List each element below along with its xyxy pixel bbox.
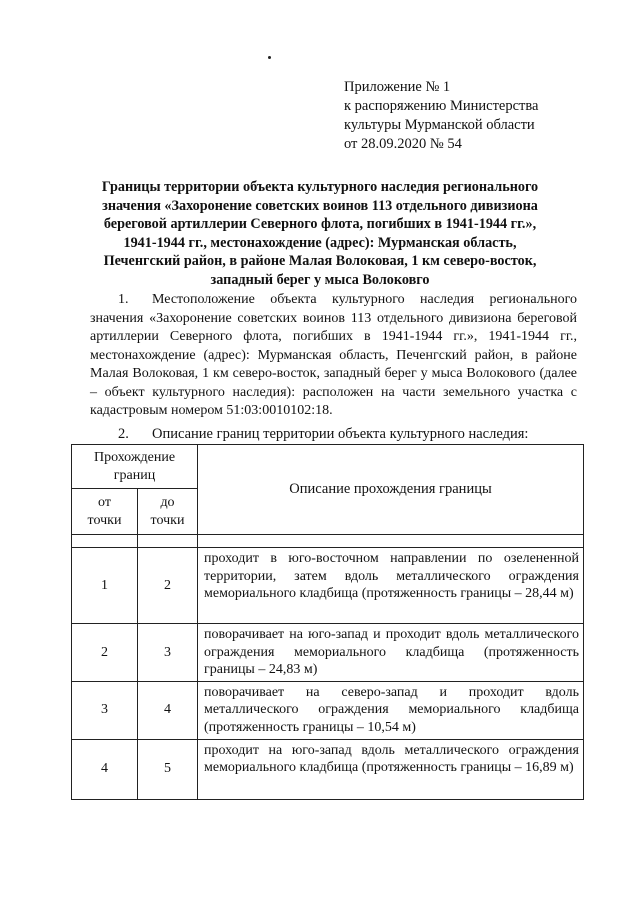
paragraph-location [90, 291, 577, 421]
from-point-cell: 1 [72, 548, 138, 624]
boundaries-table [71, 444, 584, 800]
spacer-cell [138, 535, 198, 548]
paragraph-text: Описание границ территории объекта культурного наследия: [152, 426, 529, 442]
spacer-cell [72, 535, 138, 548]
from-point-cell: 4 [72, 739, 138, 799]
from-point-cell: 2 [72, 624, 138, 682]
header-from-cell: от точки [72, 489, 138, 535]
table-row [72, 681, 584, 739]
table-row [72, 548, 584, 624]
appendix-date-line: от 28.09.2020 № 54 [344, 136, 462, 152]
paragraph-number: 2. [118, 426, 129, 442]
title-line: Печенгский район, в районе Малая Волоковая, 1 км северо-восток, [103, 253, 537, 270]
appendix-line: Приложение № 1 [344, 79, 451, 95]
header-desc-cell: Описание прохождения границы [198, 445, 584, 535]
appendix-line: к распоряжению Министерства [344, 98, 539, 114]
description-cell: поворачивает на юго-запад и проходит вдоль металлического ограждения мемориального кладбища (протяженность границы – 24,83 м) [198, 624, 584, 682]
table-row [72, 739, 584, 799]
description-cell: поворачивает на северо-запад и проходит вдоль металлического ограждения мемориального кладбища (протяженность границы – 10,54 м) [198, 681, 584, 739]
table-header-row [72, 445, 584, 489]
to-point-cell: 3 [138, 624, 198, 682]
paragraph-boundaries-intro [118, 425, 588, 443]
appendix-header [344, 78, 538, 154]
title-line: Границы территории объекта культурного наследия регионального [101, 179, 539, 195]
title-line: значения «Захоронение советских воинов 113 отдельного дивизиона [102, 197, 538, 214]
from-point-cell: 3 [72, 681, 138, 739]
paragraph-text: Местоположение объекта культурного наследия регионального значения «Захоронение советских воинов 113 отдельного дивизиона береговой артиллерии Северного флота, погибших в 1941-1944 гг.», 1941-1944 гг., местонахождение (адрес): Мурманская область, Печенгский район, в районе Малая Волоковая, 1 км северо-восток, западный берег у мыса Волокового (далее – объект культурного наследия): расположен на части земельного участка с кадастровым номером 51:03:0010102:18. [90, 292, 577, 418]
paragraph-number: 1. [118, 292, 129, 307]
appendix-line: культуры Мурманской области [344, 117, 535, 133]
table-spacer-row [72, 535, 584, 548]
title-line: 1941-1944 гг., местонахождение (адрес): Мурманская область, [123, 234, 517, 251]
to-point-cell: 5 [138, 739, 198, 799]
document-title [70, 178, 570, 290]
header-to-cell: до точки [138, 489, 198, 535]
to-point-cell: 2 [138, 548, 198, 624]
header-group-cell: Прохождение границ [72, 445, 198, 489]
table-row [72, 624, 584, 682]
to-point-cell: 4 [138, 681, 198, 739]
stray-dot [268, 56, 271, 59]
description-cell: проходит в юго-восточном направлении по озелененной территории, затем вдоль металлического ограждения мемориального кладбища (протяженность границы – 28,44 м) [198, 548, 584, 624]
spacer-cell [198, 535, 584, 548]
title-line: береговой артиллерии Северного флота, погибших в 1941-1944 гг.», [103, 216, 537, 233]
description-cell: проходит на юго-запад вдоль металлического ограждения мемориального кладбища (протяженность границы – 16,89 м) [198, 739, 584, 799]
title-line: западный берег у мыса Волоковго [210, 271, 430, 288]
